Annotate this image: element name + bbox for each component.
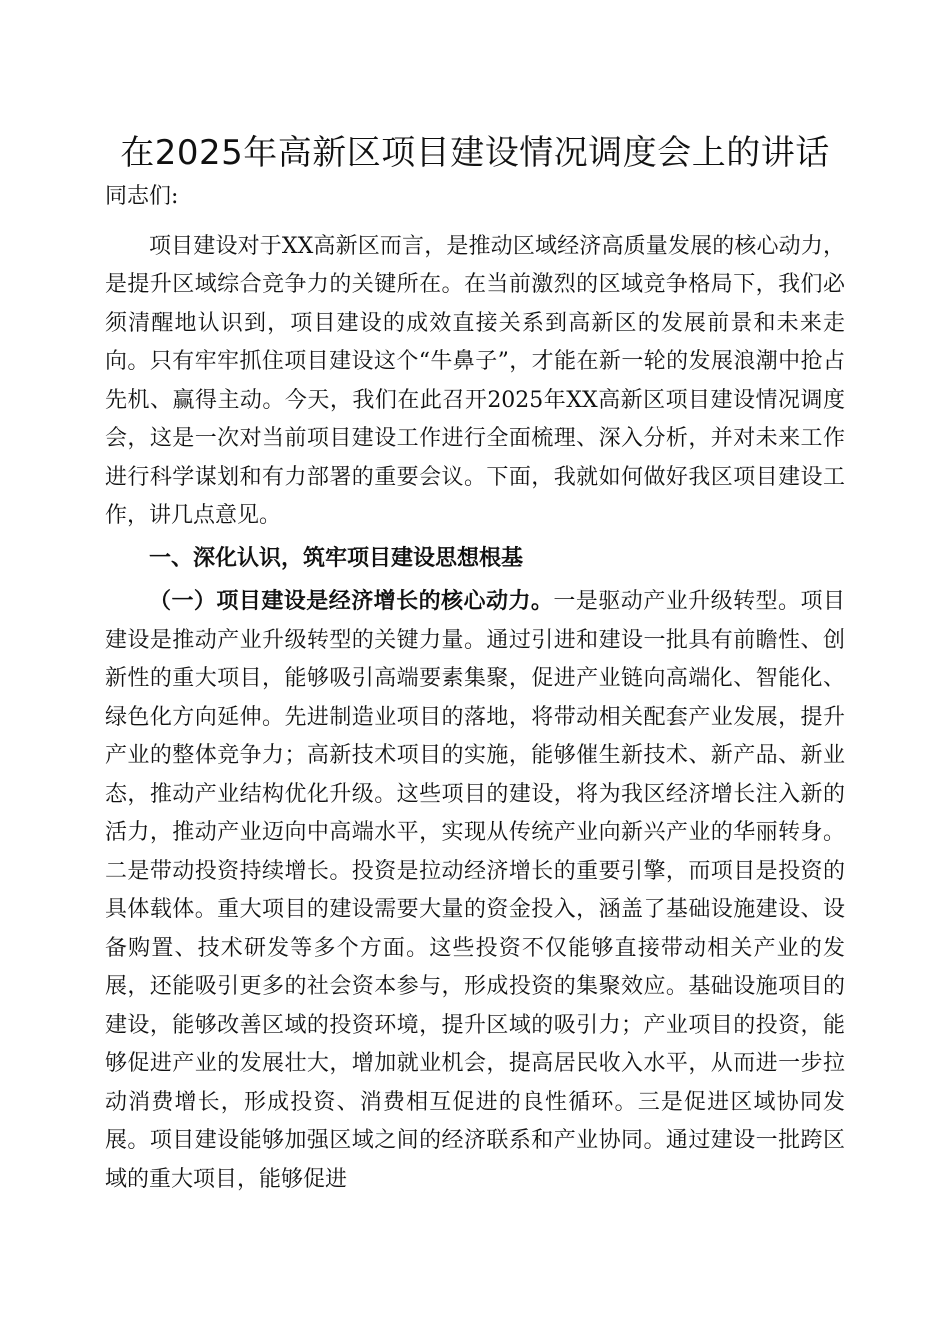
salutation: 同志们: <box>105 184 179 209</box>
section-heading: 一、深化认识，筑牢项目建设思想根基 <box>149 545 524 571</box>
document-title: 在2025年高新区项目建设情况调度会上的讲话 <box>120 133 830 173</box>
intro-paragraph: 项目建设对于XX高新区而言，是推动区域经济高质量发展的核心动力，是提升区域综合竞争力的关键所在。在当前激烈的区域竞争格局下，我们必须清醒地认识到，项目建设的成效直接关系到高新区的发展前景和未来走向。只有牢牢抓住项目建设这个“牛鼻子”，才能在新一轮的发展浪潮中抢占先机、赢得主动。今天，我们在此召开2025年XX高新区项目建设情况调度会，这是一次对当前项目建设工作进行全面梳理、深入分析，并对未来工作进行科学谋划和有力部署的重要会议。下面，我就如何做好我区项目建设工作，讲几点意见。 <box>105 233 845 528</box>
body-paragraph <box>105 582 845 1199</box>
subsection-heading: （一）项目建设是经济增长的核心动力。 <box>149 588 554 614</box>
body-paragraph-text: 一是驱动产业升级转型。项目建设是推动产业升级转型的关键力量。通过引进和建设一批具有前瞻性、创新性的重大项目，能够吸引高端要素集聚，促进产业链向高端化、智能化、绿色化方向延伸。先进制造业项目的落地，将带动相关配套产业发展，提升产业的整体竞争力；高新技术项目的实施，能够催生新技术、新产品、新业态，推动产业结构优化升级。这些项目的建设，将为我区经济增长注入新的活力，推动产业迈向中高端水平，实现从传统产业向新兴产业的华丽转身。二是带动投资持续增长。投资是拉动经济增长的重要引擎，而项目是投资的具体载体。重大项目的建设需要大量的资金投入，涵盖了基础设施建设、设备购置、技术研发等多个方面。这些投资不仅能够直接带动相关产业的发展，还能吸引更多的社会资本参与，形成投资的集聚效应。基础设施项目的建设，能够改善区域的投资环境，提升区域的吸引力；产业项目的投资，能够促进产业的发展壮大，增加就业机会，提高居民收入水平，从而进一步拉动消费增长，形成投资、消费相互促进的良性循环。三是促进区域协同发展。项目建设能够加强区域之间的经济联系和产业协同。通过建设一批跨区域的重大项目，能够促进 <box>105 589 845 1192</box>
document-body <box>105 178 845 1199</box>
